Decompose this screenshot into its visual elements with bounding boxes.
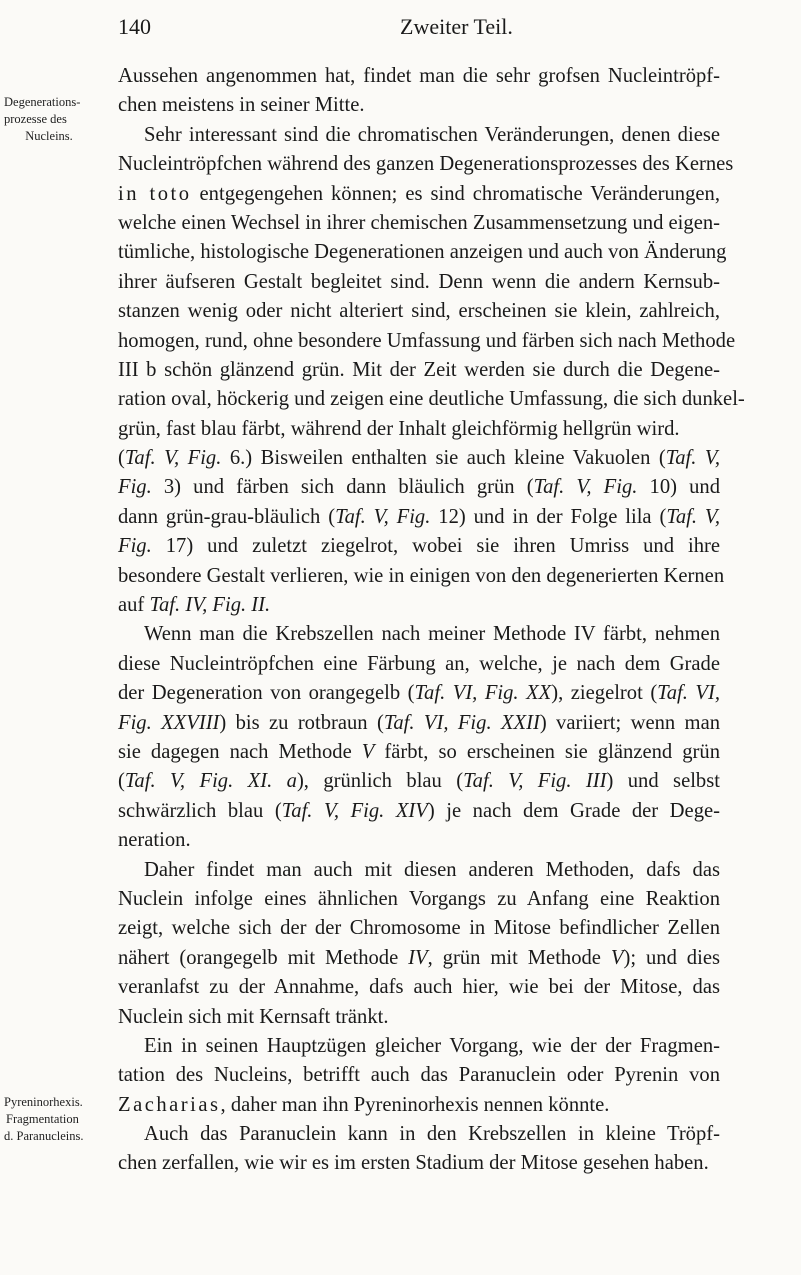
text-run: , grün mit Methode: [427, 946, 611, 969]
text-run: Sehr interessant sind die chromatischen Veränderungen, denen diese: [144, 123, 720, 146]
italic-reference: Taf. V,: [666, 505, 720, 528]
text-run: ) variiert; wenn man: [539, 711, 721, 734]
text-run: ration oval, höckerig und zeigen eine deutliche Umfassung, die sich dunkel-: [118, 388, 745, 411]
margin-note-line: Pyreninorhexis.: [4, 1095, 83, 1109]
text-run: diese Nucleintröpfchen eine Färbung an, welche, je nach dem Grade: [118, 652, 720, 675]
spaced-emphasis: in toto: [118, 182, 192, 205]
text-run: stanzen wenig oder nicht alteriert sind, erscheinen sie klein, zahlreich,: [118, 300, 720, 323]
italic-reference: Fig.: [118, 476, 152, 499]
text-run: 12) und in der Folge lila (: [430, 505, 667, 528]
text-line: [118, 679, 720, 708]
text-run: 3) und färben sich dann bläulich grün (: [151, 476, 534, 499]
text-run: schwärzlich blau (: [118, 799, 282, 822]
text-run: sie dagegen nach Methode: [118, 740, 362, 763]
margin-note-line: prozesse des: [4, 112, 67, 126]
italic-reference: Taf. V, Fig. XI. a: [124, 770, 297, 793]
italic-reference: Taf. V, Fig.: [335, 505, 431, 528]
margin-note-line: Fragmentation: [6, 1112, 79, 1126]
text-run: 6.) Bisweilen enthalten sie auch kleine Vakuolen (: [221, 447, 666, 470]
italic-reference: Taf. VI, Fig. XX: [414, 682, 552, 705]
margin-note-line: Degenerations-: [4, 95, 81, 109]
margin-note-pyreninorhexis: [4, 1094, 112, 1145]
margin-note-degeneration: [4, 94, 112, 145]
text-run: besondere Gestalt verlieren, wie in einigen von den degenerierten Kernen: [118, 564, 725, 587]
text-line: [118, 973, 720, 1002]
text-run: Auch das Paranuclein kann in den Krebszellen in kleine Tröpf-: [144, 1123, 720, 1146]
italic-reference: IV: [408, 946, 428, 969]
page-header: [118, 14, 718, 46]
italic-reference: Taf. V, Fig. XIV: [281, 799, 428, 822]
italic-reference: Fig.: [118, 535, 152, 558]
text-run: 17) und zuletzt ziegelrot, wobei sie ihren Umriss und ihre: [151, 535, 720, 558]
text-run: Daher findet man auch mit diesen anderen Methoden, dafs das: [144, 858, 720, 881]
text-line: [118, 356, 720, 385]
margin-note-line: d. Paranucleins.: [4, 1129, 84, 1143]
italic-reference: Taf. V, Fig.: [533, 476, 638, 499]
text-run: Ein in seinen Hauptzügen gleicher Vorgang, wie der der Fragmen-: [144, 1034, 720, 1057]
text-line: [118, 1149, 720, 1178]
text-run: Wenn man die Krebszellen nach meiner Methode IV färbt, nehmen: [144, 623, 720, 646]
text-run: neration.: [118, 829, 191, 852]
italic-reference: Taf. V, Fig.: [124, 447, 222, 470]
text-run: entgegengehen können; es sind chromatische Veränderungen,: [191, 182, 720, 205]
italic-reference: V: [361, 740, 375, 763]
text-line: [118, 914, 720, 943]
text-line: [118, 415, 720, 444]
text-run: ); und dies: [623, 946, 720, 969]
text-line: [118, 1061, 720, 1090]
text-line: [118, 1032, 720, 1061]
text-run: ), ziegelrot (: [551, 682, 658, 705]
text-run: der Degeneration von orangegelb (: [118, 682, 415, 705]
text-line: [118, 209, 720, 238]
text-line: [118, 473, 720, 502]
text-line: [118, 503, 720, 532]
text-line: [118, 180, 720, 209]
text-line: [118, 591, 720, 620]
text-run: (: [118, 447, 125, 470]
text-line: [118, 444, 720, 473]
text-run: färbt, so erscheinen sie glänzend grün: [374, 740, 720, 763]
text-line: [118, 62, 720, 91]
text-run: Nuclein infolge eines ähnlichen Vorgangs zu Anfang eine Reaktion: [118, 887, 720, 910]
page-number: 140: [118, 14, 151, 39]
text-run: 10) und: [637, 476, 720, 499]
text-run: Nuclein sich mit Kernsaft tränkt.: [118, 1005, 389, 1028]
body-text: [118, 62, 745, 1179]
text-line: [118, 238, 727, 267]
text-line: [118, 767, 720, 796]
text-run: grün, fast blau färbt, während der Inhalt gleichförmig hellgrün wird.: [118, 417, 680, 440]
text-run: Aussehen angenommen hat, findet man die sehr grofsen Nucleintröpf-: [118, 65, 720, 87]
text-line: [118, 709, 720, 738]
text-line: [118, 150, 734, 179]
text-run: auf: [118, 594, 150, 617]
text-line: [118, 1120, 720, 1149]
text-line: [118, 650, 720, 679]
text-run: III b schön glänzend grün. Mit der Zeit werden sie durch die Degene-: [118, 358, 720, 381]
text-line: [118, 297, 720, 326]
text-run: veranlafst zu der Annahme, dafs auch hier, wie bei der Mitose, das: [118, 976, 720, 999]
text-line: [118, 385, 745, 414]
text-line: [118, 327, 736, 356]
text-line: [118, 885, 720, 914]
text-line: [118, 826, 720, 855]
text-line: [118, 620, 720, 649]
text-run: dann grün-grau-bläulich (: [118, 505, 336, 528]
italic-reference: Taf. V, Fig. III: [463, 770, 607, 793]
italic-reference: Taf. VI, Fig. XXII: [383, 711, 540, 734]
text-run: homogen, rund, ohne besondere Umfassung und färben sich nach Methode: [118, 329, 736, 352]
text-line: [118, 797, 720, 826]
text-line: [118, 856, 720, 885]
italic-reference: V: [610, 946, 624, 969]
running-title: Zweiter Teil.: [400, 14, 513, 39]
text-line: [118, 562, 725, 591]
text-run: ) und selbst: [606, 770, 720, 793]
text-run: welche einen Wechsel in ihrer chemischen Zusammensetzung und eigen-: [118, 211, 720, 234]
text-run: chen meistens in seiner Mitte.: [118, 94, 365, 117]
text-run: ihrer äufseren Gestalt begleitet sind. Denn wenn die andern Kernsub-: [118, 270, 720, 293]
text-line: [118, 268, 720, 297]
italic-reference: Taf. VI,: [657, 682, 720, 705]
text-run: tümliche, histologische Degenerationen anzeigen und auch von Änderung: [118, 241, 727, 264]
text-run: ) bis zu rotbraun (: [219, 711, 384, 734]
text-run: ), grünlich blau (: [296, 770, 464, 793]
italic-reference: Fig. XXVIII: [118, 711, 220, 734]
text-line: [118, 532, 720, 561]
text-run: (: [118, 770, 125, 793]
text-line: [118, 1003, 720, 1032]
text-line: [118, 91, 720, 120]
text-run: , daher man ihn Pyreninorhexis nennen könnte.: [220, 1093, 610, 1116]
text-line: [118, 944, 720, 973]
text-run: tation des Nucleins, betrifft auch das Paranuclein oder Pyrenin von: [118, 1064, 720, 1087]
text-run: Nucleintröpfchen während des ganzen Degenerationsprozesses des Kernes: [118, 153, 734, 176]
text-run: nähert (orangegelb mit Methode: [118, 946, 409, 969]
text-run: chen zerfallen, wie wir es im ersten Stadium der Mitose gesehen haben.: [118, 1152, 709, 1175]
text-line: [118, 738, 720, 767]
italic-reference: Taf. IV, Fig. II.: [149, 594, 271, 617]
spaced-emphasis: Zacharias: [118, 1093, 221, 1116]
text-run: ) je nach dem Grade der Dege-: [427, 799, 720, 822]
italic-reference: Taf. V,: [665, 447, 720, 470]
text-line: [118, 1091, 720, 1120]
text-run: zeigt, welche sich der der Chromosome in Mitose befindlicher Zellen: [118, 917, 720, 940]
margin-note-line: Nucleins.: [25, 129, 73, 143]
text-line: [118, 121, 720, 150]
